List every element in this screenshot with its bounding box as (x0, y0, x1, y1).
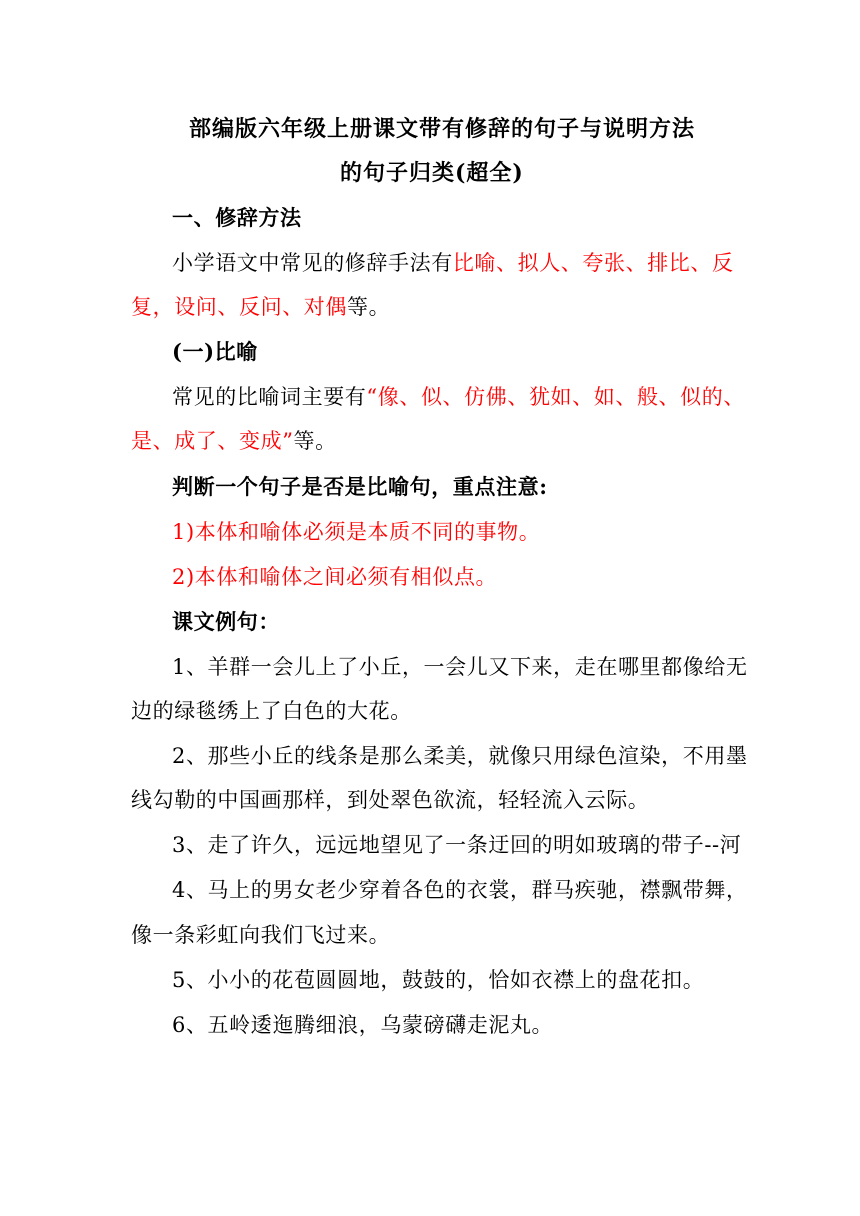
examples-heading: 课文例句： (172, 609, 280, 634)
metaphor-words-suffix: 等。 (293, 429, 337, 453)
example-6-line-1: 6、五岭逶迤腾细浪，乌蒙磅礴走泥丸。 (172, 1013, 554, 1037)
example-4-line-2: 像一条彩虹向我们飞过来。 (131, 923, 391, 947)
metaphor-words-line-2 (0, 426, 860, 456)
subsection-heading-metaphor: (一)比喻 (172, 339, 258, 364)
metaphor-words-highlight-1: “像、似、仿佛、犹如、如、般、似的、 (366, 385, 745, 409)
rule-2: 2)本体和喻体之间必须有相似点。 (172, 565, 498, 589)
example-1-line-1: 1、羊群一会儿上了小丘，一会儿又下来，走在哪里都像给无 (172, 655, 748, 679)
example-1-line-2: 边的绿毯绣上了白色的大花。 (131, 699, 412, 723)
intro-highlight-2: 复，设问、反问、对偶 (131, 295, 347, 319)
rule-1: 1)本体和喻体必须是本质不同的事物。 (172, 520, 541, 544)
example-5-line-1: 5、小小的花苞圆圆地，鼓鼓的，恰如衣襟上的盘花扣。 (172, 968, 705, 992)
title-line-2: 的句子归类(超全) (340, 160, 524, 186)
example-4-line-1: 4、马上的男女老少穿着各色的衣裳，群马疾驰，襟飘带舞， (172, 878, 748, 902)
example-2-line-1: 2、那些小丘的线条是那么柔美，就像只用绿色渲染，不用墨 (172, 744, 748, 768)
example-2-line-2: 线勾勒的中国画那样，到处翠色欲流，轻轻流入云际。 (131, 788, 650, 812)
intro-highlight-1: 比喻、拟人、夸张、排比、反 (452, 251, 734, 275)
metaphor-words-line-1 (0, 382, 860, 412)
intro-prefix: 小学语文中常见的修辞手法有 (172, 251, 453, 275)
metaphor-words-prefix: 常见的比喻词主要有 (172, 385, 367, 409)
metaphor-words-highlight-2: 是、成了、变成” (131, 429, 294, 453)
intro-suffix: 等。 (347, 295, 391, 319)
intro-line-2 (0, 292, 860, 322)
example-3-line-1: 3、走了许久，远远地望见了一条迂回的明如玻璃的带子--河 (172, 833, 742, 857)
title-line-1: 部编版六年级上册课文带有修辞的句子与说明方法 (189, 116, 696, 142)
intro-line-1 (0, 248, 860, 278)
section-heading-rhetoric: 一、修辞方法 (172, 205, 302, 230)
judge-heading: 判断一个句子是否是比喻句，重点注意: (172, 474, 548, 499)
